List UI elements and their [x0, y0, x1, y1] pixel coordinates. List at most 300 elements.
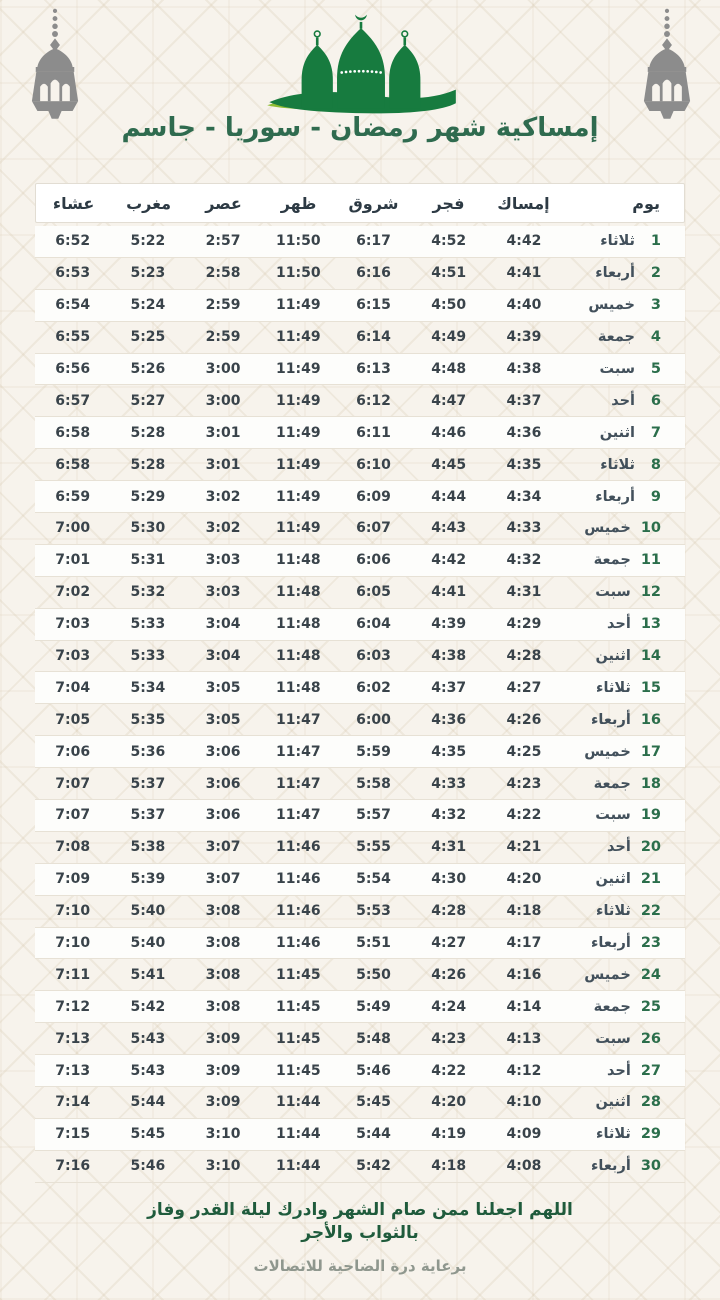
isha-time: 6:53 [55, 265, 91, 282]
dhuhr-time: 11:45 [276, 1062, 321, 1079]
fajr-time: 4:20 [431, 1094, 467, 1111]
dhuhr-time: 11:45 [276, 966, 321, 983]
day-name: ثلاثاء [600, 233, 635, 250]
table-row [35, 704, 685, 736]
day-number: 15 [640, 679, 661, 696]
table-row [35, 577, 685, 609]
fajr-time: 4:46 [431, 424, 467, 441]
maghrib-time: 5:46 [130, 1158, 166, 1175]
fajr-time: 4:50 [431, 297, 467, 314]
maghrib-time: 5:32 [130, 584, 166, 601]
dhuhr-time: 11:47 [276, 807, 321, 824]
table-body [35, 226, 685, 1183]
table-row [35, 672, 685, 704]
asr-time: 3:06 [205, 743, 241, 760]
asr-time: 3:10 [205, 1158, 241, 1175]
day-name: ثلاثاء [596, 1126, 631, 1143]
isha-time: 7:06 [55, 743, 91, 760]
isha-time: 7:13 [55, 1062, 91, 1079]
maghrib-time: 5:37 [130, 775, 166, 792]
asr-time: 3:05 [205, 679, 241, 696]
day-cell [562, 297, 686, 313]
day-number: 22 [640, 903, 661, 920]
table-row [35, 1023, 685, 1055]
fajr-time: 4:51 [431, 265, 467, 282]
day-name: جمعة [597, 329, 635, 346]
asr-time: 3:07 [205, 839, 241, 856]
shuruq-time: 6:16 [356, 265, 391, 282]
shuruq-time: 6:11 [356, 424, 391, 441]
maghrib-time: 5:33 [130, 616, 166, 633]
asr-time: 2:58 [205, 265, 241, 282]
dhuhr-time: 11:46 [276, 935, 321, 952]
imsak-time: 4:26 [506, 711, 542, 728]
day-name: أربعاء [591, 711, 631, 728]
day-number: 19 [640, 807, 661, 824]
maghrib-time: 5:38 [130, 839, 166, 856]
imsak-time: 4:34 [506, 488, 542, 505]
maghrib-time: 5:27 [130, 392, 166, 409]
table-row [35, 959, 685, 991]
shuruq-time: 6:13 [356, 361, 391, 377]
day-name: أحد [607, 1062, 631, 1079]
day-number: 20 [640, 839, 661, 856]
day-cell [562, 1094, 686, 1110]
imsak-time: 4:21 [506, 839, 542, 856]
dhuhr-time: 11:49 [276, 361, 321, 377]
fajr-time: 4:44 [431, 488, 467, 505]
maghrib-time: 5:22 [130, 233, 166, 250]
day-number: 5 [650, 361, 661, 377]
table-row [35, 832, 685, 864]
imsak-time: 4:39 [506, 329, 542, 346]
imsak-time: 4:14 [506, 998, 542, 1015]
day-number: 18 [640, 775, 661, 792]
dhuhr-time: 11:49 [276, 456, 321, 473]
shuruq-time: 5:54 [356, 871, 391, 888]
isha-time: 6:58 [55, 456, 91, 473]
asr-time: 3:02 [205, 520, 241, 537]
day-cell [562, 967, 686, 983]
day-name: اثنين [595, 1094, 631, 1111]
isha-time: 7:14 [55, 1094, 91, 1111]
dhuhr-time: 11:49 [276, 424, 321, 441]
imsak-time: 4:27 [506, 679, 542, 696]
day-cell [562, 552, 686, 568]
day-number: 17 [640, 743, 661, 760]
shuruq-time: 5:42 [356, 1158, 391, 1175]
asr-time: 3:06 [205, 775, 241, 792]
asr-time: 3:03 [205, 584, 241, 601]
day-cell [562, 903, 686, 919]
imsak-time: 4:08 [506, 1158, 542, 1175]
fajr-time: 4:23 [431, 1030, 467, 1047]
shuruq-time: 6:10 [356, 456, 391, 473]
isha-time: 7:09 [55, 871, 91, 888]
day-name: جمعة [593, 998, 631, 1015]
day-name: أحد [607, 616, 631, 633]
isha-time: 7:15 [55, 1126, 91, 1143]
imsak-time: 4:38 [506, 361, 542, 377]
dhuhr-time: 11:49 [276, 297, 321, 314]
dhuhr-time: 11:49 [276, 488, 321, 505]
day-cell [562, 1158, 686, 1174]
table-row [35, 1151, 685, 1183]
asr-time: 3:08 [205, 998, 241, 1015]
fajr-time: 4:41 [431, 584, 467, 601]
day-cell [562, 871, 686, 887]
day-cell [562, 584, 686, 600]
table-row [35, 290, 685, 322]
day-name: اثنين [599, 424, 635, 441]
isha-time: 7:05 [55, 711, 91, 728]
day-name: خميس [588, 297, 635, 314]
page-title: إمساكية شهر رمضان - سوريا - جاسم [121, 113, 599, 143]
asr-time: 3:09 [205, 1030, 241, 1047]
day-cell [562, 489, 686, 505]
ramadan-lantern-icon [22, 6, 88, 128]
shuruq-time: 6:09 [356, 488, 391, 505]
dhuhr-time: 11:47 [276, 743, 321, 760]
mosque-icon [262, 0, 460, 122]
imsak-time: 4:29 [506, 616, 542, 633]
table-row [35, 417, 685, 449]
isha-time: 7:13 [55, 1030, 91, 1047]
shuruq-time: 6:04 [356, 616, 391, 633]
day-number: 2 [650, 265, 661, 282]
day-cell [562, 839, 686, 855]
day-name: جمعة [593, 775, 631, 792]
isha-time: 7:00 [55, 520, 91, 537]
dhuhr-time: 11:46 [276, 839, 321, 856]
isha-time: 7:10 [55, 935, 91, 952]
fajr-time: 4:48 [431, 361, 467, 377]
asr-time: 3:02 [205, 488, 241, 505]
day-name: خميس [584, 966, 631, 983]
day-number: 25 [640, 998, 661, 1015]
shuruq-time: 5:48 [356, 1030, 391, 1047]
asr-time: 2:59 [205, 297, 241, 314]
maghrib-time: 5:40 [130, 903, 166, 920]
day-cell [562, 1126, 686, 1142]
maghrib-time: 5:29 [130, 488, 166, 505]
isha-time: 7:03 [55, 648, 91, 665]
day-name: جمعة [593, 552, 631, 569]
maghrib-time: 5:41 [130, 966, 166, 983]
asr-time: 2:57 [205, 233, 241, 250]
table-row [35, 1055, 685, 1087]
maghrib-time: 5:44 [130, 1094, 166, 1111]
fajr-time: 4:43 [431, 520, 467, 537]
day-number: 1 [650, 233, 661, 250]
dhuhr-time: 11:48 [276, 648, 321, 665]
day-name: سبت [599, 361, 635, 377]
col-header-fajr: فجر [432, 193, 465, 213]
day-cell [562, 1031, 686, 1047]
fajr-time: 4:28 [431, 903, 467, 920]
table-row [35, 864, 685, 896]
asr-time: 3:07 [205, 871, 241, 888]
dhuhr-time: 11:44 [276, 1158, 321, 1175]
maghrib-time: 5:37 [130, 807, 166, 824]
asr-time: 3:08 [205, 903, 241, 920]
isha-time: 7:07 [55, 807, 91, 824]
day-cell [562, 616, 686, 632]
asr-time: 3:00 [205, 392, 241, 409]
day-name: أربعاء [591, 935, 631, 952]
day-number: 24 [640, 966, 661, 983]
asr-time: 3:01 [205, 456, 241, 473]
table-row [35, 449, 685, 481]
day-name: ثلاثاء [596, 903, 631, 920]
col-header-day: يوم [632, 193, 660, 213]
day-number: 6 [650, 392, 661, 409]
imsak-time: 4:23 [506, 775, 542, 792]
table-row [35, 928, 685, 960]
shuruq-time: 6:15 [356, 297, 391, 314]
dhuhr-time: 11:46 [276, 903, 321, 920]
fajr-time: 4:49 [431, 329, 467, 346]
maghrib-time: 5:43 [130, 1030, 166, 1047]
maghrib-time: 5:39 [130, 871, 166, 888]
dhuhr-time: 11:49 [276, 329, 321, 346]
shuruq-time: 5:55 [356, 839, 391, 856]
day-cell [562, 999, 686, 1015]
day-number: 7 [650, 424, 661, 441]
day-number: 28 [640, 1094, 661, 1111]
imsak-time: 4:41 [506, 265, 542, 282]
fajr-time: 4:39 [431, 616, 467, 633]
day-number: 26 [640, 1030, 661, 1047]
fajr-time: 4:52 [431, 233, 467, 250]
day-number: 27 [640, 1062, 661, 1079]
maghrib-time: 5:45 [130, 1126, 166, 1143]
table-row [35, 609, 685, 641]
shuruq-time: 6:14 [356, 329, 391, 346]
table-row [35, 736, 685, 768]
isha-time: 7:11 [55, 966, 91, 983]
fajr-time: 4:42 [431, 552, 467, 569]
day-name: أحد [607, 839, 631, 856]
day-number: 13 [640, 616, 661, 633]
day-name: ثلاثاء [596, 679, 631, 696]
isha-time: 7:16 [55, 1158, 91, 1175]
col-header-dhuhr: ظهر [280, 193, 317, 213]
maghrib-time: 5:35 [130, 711, 166, 728]
imsak-time: 4:13 [506, 1030, 542, 1047]
day-name: سبت [595, 1030, 631, 1047]
day-number: 14 [640, 648, 661, 665]
maghrib-time: 5:28 [130, 424, 166, 441]
table-row [35, 1087, 685, 1119]
dhuhr-time: 11:48 [276, 679, 321, 696]
dhuhr-time: 11:48 [276, 584, 321, 601]
maghrib-time: 5:42 [130, 998, 166, 1015]
dhuhr-time: 11:50 [276, 265, 321, 282]
dhuhr-time: 11:49 [276, 392, 321, 409]
isha-time: 6:55 [55, 329, 91, 346]
col-header-maghrib: مغرب [126, 193, 172, 213]
shuruq-time: 5:59 [356, 743, 391, 760]
isha-time: 6:59 [55, 488, 91, 505]
asr-time: 3:03 [205, 552, 241, 569]
day-cell [562, 680, 686, 696]
asr-time: 3:08 [205, 935, 241, 952]
imsak-time: 4:33 [506, 520, 542, 537]
day-cell [562, 329, 686, 345]
table-row [35, 641, 685, 673]
table-row [35, 513, 685, 545]
imsak-time: 4:40 [506, 297, 542, 314]
asr-time: 3:06 [205, 807, 241, 824]
asr-time: 3:04 [205, 616, 241, 633]
fajr-time: 4:36 [431, 711, 467, 728]
fajr-time: 4:22 [431, 1062, 467, 1079]
day-cell [562, 265, 686, 281]
day-name: أربعاء [595, 488, 635, 505]
day-name: سبت [595, 584, 631, 601]
table-row [35, 322, 685, 354]
imsak-time: 4:25 [506, 743, 542, 760]
asr-time: 3:05 [205, 711, 241, 728]
day-name: أربعاء [595, 265, 635, 282]
maghrib-time: 5:26 [130, 361, 166, 377]
maghrib-time: 5:28 [130, 456, 166, 473]
asr-time: 3:09 [205, 1062, 241, 1079]
isha-time: 7:10 [55, 903, 91, 920]
day-number: 21 [640, 871, 661, 888]
maghrib-time: 5:24 [130, 297, 166, 314]
shuruq-time: 6:02 [356, 679, 391, 696]
imsak-time: 4:20 [506, 871, 542, 888]
day-cell [562, 425, 686, 441]
day-cell [562, 457, 686, 473]
day-name: ثلاثاء [600, 456, 635, 473]
dhuhr-time: 11:46 [276, 871, 321, 888]
table-header-row [35, 183, 685, 223]
shuruq-time: 6:17 [356, 233, 391, 250]
table-row [35, 258, 685, 290]
header-banner [0, 0, 720, 180]
day-cell [562, 1063, 686, 1079]
isha-time: 7:08 [55, 839, 91, 856]
maghrib-time: 5:23 [130, 265, 166, 282]
isha-time: 7:02 [55, 584, 91, 601]
table-row [35, 385, 685, 417]
col-header-imsak: إمساك [497, 193, 550, 213]
day-number: 11 [640, 552, 661, 569]
dhuhr-time: 11:47 [276, 775, 321, 792]
fajr-time: 4:18 [431, 1158, 467, 1175]
maghrib-time: 5:40 [130, 935, 166, 952]
col-header-shuruq: شروق [348, 193, 399, 213]
shuruq-time: 5:51 [356, 935, 391, 952]
shuruq-time: 6:05 [356, 584, 391, 601]
fajr-time: 4:19 [431, 1126, 467, 1143]
asr-time: 3:10 [205, 1126, 241, 1143]
imsak-time: 4:36 [506, 424, 542, 441]
day-number: 30 [640, 1158, 661, 1175]
day-number: 4 [650, 329, 661, 346]
maghrib-time: 5:34 [130, 679, 166, 696]
fajr-time: 4:47 [431, 392, 467, 409]
isha-time: 6:54 [55, 297, 91, 314]
day-name: اثنين [595, 648, 631, 665]
fajr-time: 4:27 [431, 935, 467, 952]
dhuhr-time: 11:44 [276, 1094, 321, 1111]
maghrib-time: 5:31 [130, 552, 166, 569]
day-number: 23 [640, 935, 661, 952]
dhuhr-time: 11:49 [276, 520, 321, 537]
isha-time: 7:04 [55, 679, 91, 696]
day-number: 3 [650, 297, 661, 314]
shuruq-time: 6:07 [356, 520, 391, 537]
table-row [35, 991, 685, 1023]
fajr-time: 4:24 [431, 998, 467, 1015]
shuruq-time: 6:12 [356, 392, 391, 409]
day-cell [562, 776, 686, 792]
day-number: 12 [640, 584, 661, 601]
isha-time: 7:01 [55, 552, 91, 569]
col-header-asr: عصر [205, 193, 242, 213]
isha-time: 7:12 [55, 998, 91, 1015]
imsak-time: 4:35 [506, 456, 542, 473]
dhuhr-time: 11:48 [276, 616, 321, 633]
day-cell [562, 393, 686, 409]
asr-time: 3:01 [205, 424, 241, 441]
imsak-time: 4:10 [506, 1094, 542, 1111]
dhuhr-time: 11:47 [276, 711, 321, 728]
day-name: أحد [611, 392, 635, 409]
day-name: أربعاء [591, 1158, 631, 1175]
imsak-time: 4:17 [506, 935, 542, 952]
day-cell [562, 361, 686, 377]
day-cell [562, 744, 686, 760]
dhuhr-time: 11:45 [276, 1030, 321, 1047]
day-name: خميس [584, 743, 631, 760]
day-cell [562, 712, 686, 728]
asr-time: 3:00 [205, 361, 241, 377]
shuruq-time: 6:06 [356, 552, 391, 569]
isha-time: 6:58 [55, 424, 91, 441]
shuruq-time: 5:44 [356, 1126, 391, 1143]
day-number: 29 [640, 1126, 661, 1143]
isha-time: 6:52 [55, 233, 91, 250]
fajr-time: 4:30 [431, 871, 467, 888]
imsak-time: 4:31 [506, 584, 542, 601]
table-row [35, 1119, 685, 1151]
table-row [35, 800, 685, 832]
day-cell [562, 233, 686, 249]
shuruq-time: 5:45 [356, 1094, 391, 1111]
table-row [35, 481, 685, 513]
imsak-time: 4:32 [506, 552, 542, 569]
isha-time: 7:03 [55, 616, 91, 633]
day-name: سبت [595, 807, 631, 824]
dhuhr-time: 11:50 [276, 233, 321, 250]
fajr-time: 4:38 [431, 648, 467, 665]
table-row [35, 768, 685, 800]
shuruq-time: 5:49 [356, 998, 391, 1015]
maghrib-time: 5:25 [130, 329, 166, 346]
fajr-time: 4:35 [431, 743, 467, 760]
shuruq-time: 5:53 [356, 903, 391, 920]
prayer-times-table [35, 183, 685, 1183]
maghrib-time: 5:33 [130, 648, 166, 665]
day-cell [562, 807, 686, 823]
shuruq-time: 6:00 [356, 711, 391, 728]
maghrib-time: 5:36 [130, 743, 166, 760]
